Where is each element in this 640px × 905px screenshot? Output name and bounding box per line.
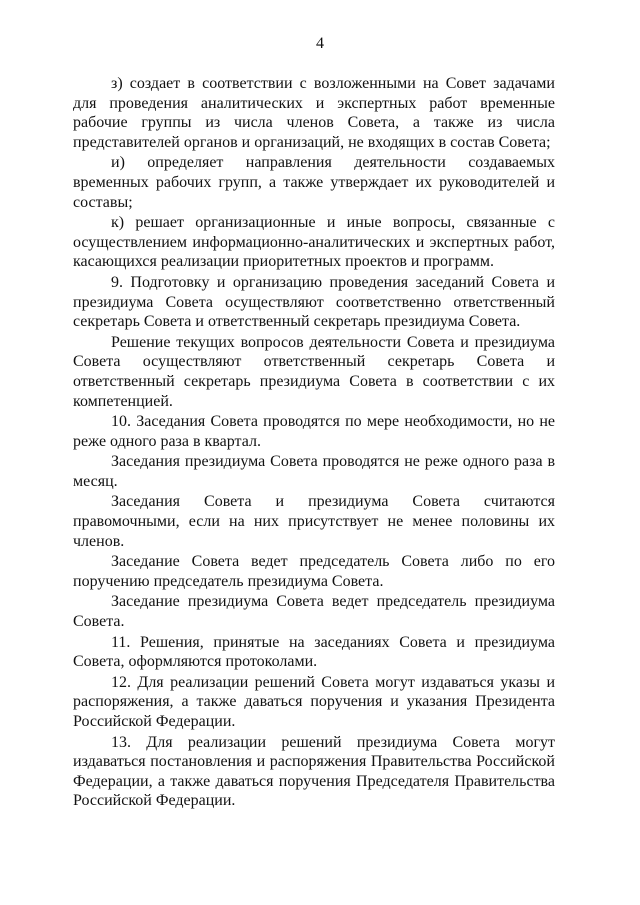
paragraph-i: и) определяет направления деятельности создаваемых временных рабочих групп, а также утверждает их руководителей и составы; [73, 154, 555, 211]
paragraph-quorum: Заседания Совета и президиума Совета считаются правомочными, если на них присутствует не менее половины их членов. [73, 493, 555, 550]
paragraph-9: 9. Подготовку и организацию проведения заседаний Совета и президиума Совета осуществляют соответственно ответственный секретарь Совета и ответственный секретарь президиума Совета. [73, 273, 555, 331]
paragraph-presidium-meetings: Заседания президиума Совета проводятся не реже одного раза в месяц. [73, 453, 555, 490]
document-body [73, 74, 555, 811]
paragraph-13: 13. Для реализации решений президиума Совета могут издаваться постановления и распоряжения Правительства Российской Федерации, а также даваться поручения Председателя Правительства Российской Федерации. [73, 733, 555, 810]
paragraph-current-issues: Решение текущих вопросов деятельности Совета и президиума Совета осуществляют ответственный секретарь Совета и ответственный секретарь президиума Совета в соответствии с их компетенцией. [73, 333, 555, 410]
paragraph-10: 10. Заседания Совета проводятся по мере необходимости, но не реже одного раза в квартал. [73, 413, 555, 450]
paragraph-presidium-chair: Заседание президиума Совета ведет председатель президиума Совета. [73, 593, 555, 631]
paragraph-k: к) решает организационные и иные вопросы, связанные с осуществлением информационно-аналитических и экспертных работ, касающихся реализации приоритетных проектов и программ. [73, 214, 555, 271]
paragraph-11: 11. Решения, принятые на заседаниях Совета и президиума Совета, оформляются протоколами. [73, 633, 555, 671]
paragraph-12: 12. Для реализации решений Совета могут издаваться указы и распоряжения, а также даваться поручения и указания Президента Российской Федерации. [73, 673, 555, 730]
page-number: 4 [316, 35, 324, 52]
paragraph-z: з) создает в соответствии с возложенными на Совет задачами для проведения аналитических и экспертных работ временные рабочие группы из числа членов Совета, а также из числа представителей органов и организаций, не входящих в состав Совета; [73, 75, 555, 151]
paragraph-council-chair: Заседание Совета ведет председатель Совета либо по его поручению председатель президиума Совета. [73, 553, 555, 590]
